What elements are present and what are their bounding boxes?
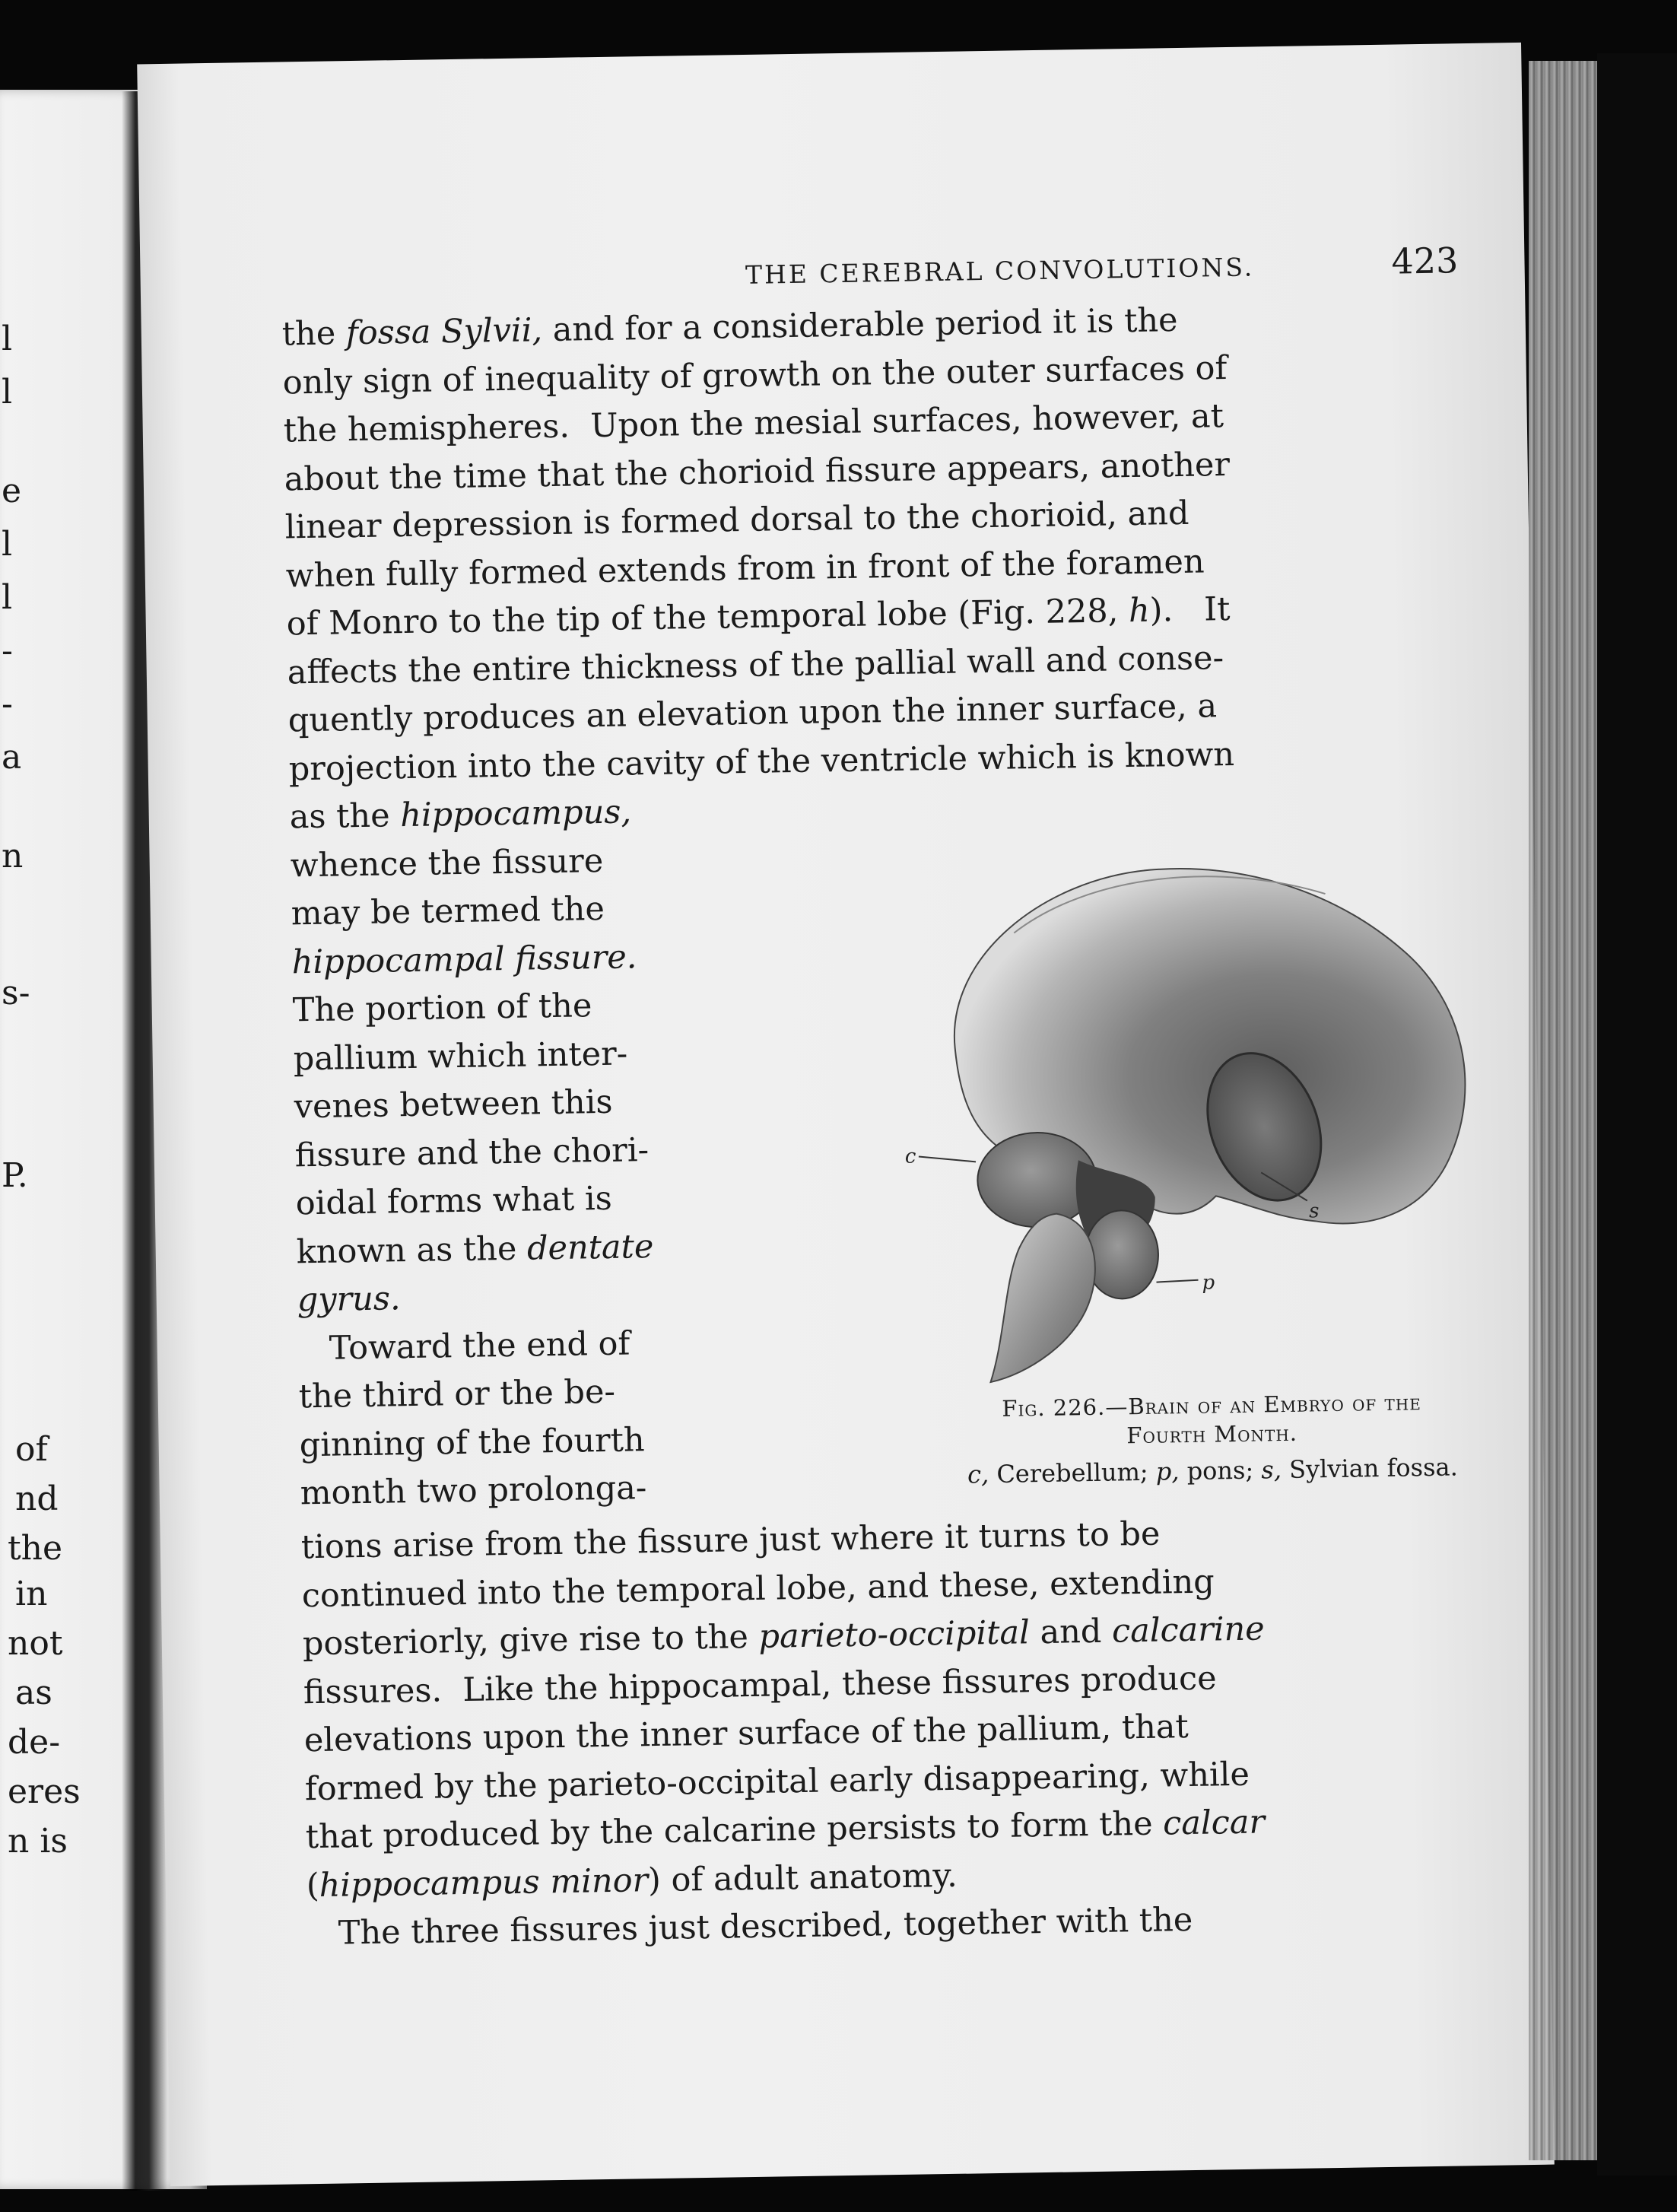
left-page-fragment: n: [2, 837, 24, 876]
brain-embryo-figure: [898, 834, 1515, 1390]
legend-text-s: Sylvian fossa.: [1281, 1452, 1459, 1485]
left-page-fragment: the: [8, 1529, 63, 1568]
left-page-fragment: l: [2, 319, 13, 358]
text-run: Toward the end of: [297, 1324, 630, 1368]
text-run: fissures. Like the hippocampal, these fissures produce: [303, 1658, 1217, 1711]
text-line: [294, 1076, 872, 1128]
text-run: the hemispheres. Upon the mesial surfaces, however, at: [283, 397, 1224, 450]
text-line: [297, 1270, 875, 1321]
legend-key-c: c,: [967, 1460, 989, 1489]
text-run: calcarine: [1111, 1610, 1266, 1651]
left-page-fragment: not: [8, 1624, 63, 1663]
text-run: the third or the be-: [298, 1372, 616, 1416]
left-page-fragment: in: [15, 1575, 48, 1613]
text-run: of Monro to the tip of the temporal lobe (Fig. 228,: [286, 592, 1129, 644]
figure-caption-line-2: Fourth Month.: [1126, 1419, 1298, 1449]
text-run: affects the entire thickness of the pallial wall and conse-: [287, 638, 1224, 691]
text-run: the: [281, 314, 347, 354]
text-line: [291, 932, 870, 984]
text-run: fissure and the chori-: [294, 1130, 650, 1174]
figure-legend: [908, 1451, 1517, 1490]
left-page-fragment: s-: [2, 974, 30, 1012]
text-run: parieto-occipital: [758, 1613, 1031, 1656]
text-run: The three fissures just described, together with the: [306, 1900, 1193, 1953]
pons-shape: [1085, 1210, 1159, 1299]
text-run: as the: [289, 796, 401, 837]
text-run: hippocampus,: [399, 793, 632, 835]
text-run: h: [1128, 591, 1151, 631]
left-page-fragment: P.: [2, 1156, 28, 1195]
text-run: tions arise from the fissure just where it turns to be: [300, 1514, 1161, 1567]
left-page-fragment: eres: [8, 1772, 81, 1811]
text-run: dentate: [526, 1227, 654, 1268]
text-run: when fully formed extends from in front of the foramen: [285, 542, 1205, 595]
running-head: THE CEREBRAL CONVOLUTIONS.: [745, 252, 1255, 290]
main-page: [137, 43, 1555, 2186]
text-run: projection into the cavity of the ventricle which is known: [288, 735, 1235, 788]
brain-stem-shape: [988, 1213, 1097, 1382]
text-run: formed by the parieto-occipital early disappearing, while: [304, 1755, 1250, 1808]
text-line: [291, 883, 869, 935]
text-run: pallium which inter-: [293, 1034, 628, 1078]
text-line: [297, 1318, 876, 1370]
text-run: gyrus.: [297, 1279, 401, 1320]
left-page-fragment: l: [2, 525, 13, 564]
text-run: that produced by the calcarine persists to form the: [305, 1804, 1164, 1857]
text-line: [293, 1028, 872, 1080]
left-page-fragment: n is: [8, 1822, 68, 1861]
text-run: and for a considerable period it is the: [542, 301, 1178, 350]
left-page-fragment: as: [15, 1673, 52, 1712]
text-line: [295, 1173, 874, 1225]
legend-text-p: pons;: [1179, 1455, 1262, 1486]
text-line: [289, 787, 868, 839]
background-edge: [1597, 53, 1677, 2175]
figure-label-s: s: [1308, 1200, 1320, 1223]
text-line: [292, 980, 871, 1031]
text-line: [298, 1366, 877, 1418]
left-page-fragment: e: [2, 472, 22, 510]
text-run: ginning of the fourth: [299, 1420, 645, 1464]
left-page-fragment: nd: [15, 1479, 59, 1518]
figure-label-p: p: [1202, 1271, 1215, 1295]
text-run: quently produces an elevation upon the inner surface, a: [287, 687, 1218, 740]
text-run: posteriorly, give rise to the: [302, 1617, 759, 1664]
figure-label-c: c: [904, 1145, 916, 1168]
text-run: whence the fissure: [290, 841, 604, 885]
left-page-fragment: -: [2, 631, 13, 670]
figure-caption: [907, 1386, 1517, 1454]
text-line: [300, 1463, 878, 1514]
text-run: linear depression is formed dorsal to the chorioid, and: [284, 494, 1189, 547]
text-run: oidal forms what is: [295, 1179, 613, 1223]
text-line: [299, 1415, 878, 1467]
legend-key-s: s,: [1261, 1455, 1282, 1485]
text-line: [290, 835, 869, 887]
text-run: venes between this: [294, 1082, 613, 1127]
legend-key-p: p,: [1155, 1457, 1180, 1486]
text-run: (: [306, 1866, 320, 1905]
text-run: only sign of inequality of growth on the outer surfaces of: [282, 348, 1228, 402]
text-run: continued into the temporal lobe, and these, extending: [301, 1562, 1215, 1615]
text-run: elevations upon the inner surface of the pallium, that: [303, 1708, 1189, 1760]
text-run: The portion of the: [292, 987, 592, 1030]
page-number: 423: [1391, 240, 1459, 282]
left-page-fragment: de-: [8, 1723, 61, 1762]
left-page-fragment: a: [2, 738, 22, 777]
text-line: [296, 1222, 875, 1273]
text-run: about the time that the chorioid fissure appears, another: [284, 445, 1231, 498]
left-page-fragment: of: [15, 1430, 48, 1469]
left-page-fragment: l: [2, 373, 13, 412]
text-run: calcar: [1162, 1803, 1266, 1843]
text-run: may be termed the: [291, 889, 605, 933]
text-run: fossa Sylvii,: [345, 311, 543, 353]
text-run: hippocampus minor: [319, 1861, 649, 1905]
left-page-fragment: l: [2, 578, 13, 617]
text-line: [294, 1125, 873, 1177]
left-page-fragment: -: [2, 685, 13, 723]
text-run: ). It: [1149, 590, 1231, 630]
text-run: ) of adult anatomy.: [647, 1856, 958, 1899]
text-run: hippocampal fissure.: [291, 937, 637, 981]
text-run: and: [1029, 1612, 1113, 1652]
text-run: known as the: [296, 1229, 528, 1271]
legend-text-c: Cerebellum;: [988, 1457, 1157, 1489]
text-run: month two prolonga-: [300, 1469, 647, 1513]
figure-caption-line-1: Fig. 226.—Brain of an Embryo of the: [1002, 1389, 1422, 1422]
